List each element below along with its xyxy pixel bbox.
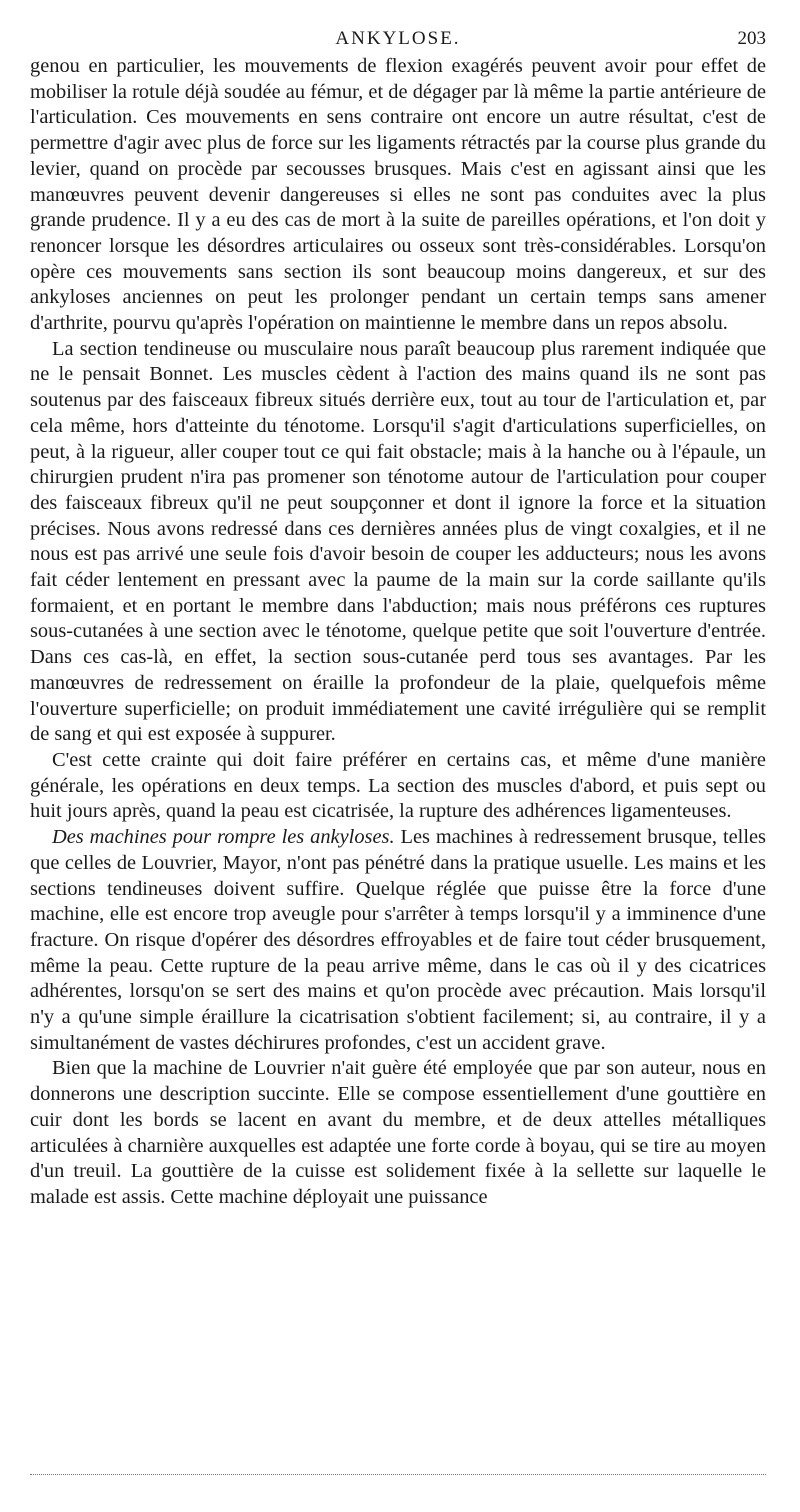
footer-rule — [30, 1474, 766, 1475]
paragraph — [30, 825, 766, 1056]
paragraph-text: Les machines à redressement brusque, telles que celles de Louvrier, Mayor, n'ont pas pénétré dans la pratique usuelle. Les mains et les sections tendineuses doivent suffire. Quelque réglée que puisse être la force d'une machine, elle est encore trop aveugle pour s'arrêter à temps lorsqu'il y a imminence d'une fracture. On risque d'opérer des désordres effroyables et de faire tout céder brusquement, même la peau. Cette rupture de la peau arrive même, dans le cas où il y des cicatrices adhérentes, lorsqu'on se sert des mains et qu'on procède avec précaution. Mais lorsqu'il n'y a qu'une simple éraillure la cicatrisation s'obtient facilement; si, au contraire, il y a simultanément de vastes déchirures profondes, c'est un accident grave. — [30, 826, 766, 1054]
running-head — [30, 28, 766, 54]
book-page — [30, 28, 766, 1211]
running-head-title: ANKYLOSE. — [335, 28, 461, 49]
body-text — [30, 54, 766, 1211]
paragraph: C'est cette crainte qui doit faire préférer en certains cas, et même d'une manière générale, les opérations en deux temps. La section des muscles d'abord, et puis sept ou huit jours après, quand la peau est cicatrisée, la rupture des adhérences ligamenteuses. — [30, 748, 766, 823]
paragraph: La section tendineuse ou musculaire nous paraît beaucoup plus rarement indiquée que ne le pensait Bonnet. Les muscles cèdent à l'action des mains quand ils ne sont pas soutenus par des faisceaux fibreux situés derrière eux, tout au tour de l'articulation et, par cela même, hors d'atteinte du ténotome. Lorsqu'il s'agit d'articulations superficielles, on peut, à la rigueur, aller couper tout ce qui fait obstacle; mais à la hanche ou à l'épaule, un chirurgien prudent n'ira pas promener son ténotome autour de l'articulation pour couper des faisceaux fibreux qu'il ne peut soupçonner et dont il ignore la force et la situation précises. Nous avons redressé dans ces dernières années plus de vingt coxalgies, et il ne nous est pas arrivé une seule fois d'avoir besoin de couper les adducteurs; nous les avons fait céder lentement en pressant avec la paume de la main sur la corde saillante qu'ils formaient, et en portant le membre dans l'abduction; mais nous préférons ces ruptures sous-cutanées à une section avec le ténotome, quelque petite que soit l'ouverture d'entrée. Dans ces cas-là, en effet, la section sous-cutanée perd tous ses avantages. Par les manœuvres de redressement on éraille la profondeur de la plaie, quelquefois même l'ouverture superficielle; on produit immédiatement une cavité irrégulière qui se remplit de sang et qui est exposée à suppurer. — [30, 337, 766, 746]
paragraph: genou en particulier, les mouvements de flexion exagérés peuvent avoir pour effet de mobiliser la rotule déjà soudée au fémur, et de dégager par là même la partie antérieure de l'articulation. Ces mouvements en sens contraire ont encore un autre résultat, c'est de permettre d'agir avec plus de force sur les ligaments rétractés par la course plus grande du levier, quand on procède par secousses brusques. Mais c'est en agissant ainsi que les manœuvres peuvent devenir dangereuses si elles ne sont pas conduites avec la plus grande prudence. Il y a eu des cas de mort à la suite de pareilles opérations, et l'on doit y renoncer lorsque les désordres articulaires ou osseux sont très-considérables. Lorsqu'on opère ces mouvements sans section ils sont beaucoup moins dangereux, et sur des ankyloses anciennes on peut les prolonger pendant un certain temps sans amener d'arthrite, pourvu qu'après l'opération on maintienne le membre dans un repos absolu. — [30, 55, 766, 335]
section-heading-inline: Des machines pour rompre les ankyloses. — [52, 826, 395, 849]
paragraph: Bien que la machine de Louvrier n'ait guère été employée que par son auteur, nous en donnerons une description succinte. Elle se compose essentiellement d'une gouttière en cuir dont les bords se lacent en avant du membre, et de deux attelles métalliques articulées à charnière auxquelles est adaptée une forte corde à boyau, qui se tire au moyen d'un treuil. La gouttière de la cuisse est solidement fixée à la sellette sur laquelle le malade est assis. Cette machine déployait une puissance — [30, 1057, 766, 1208]
page-number: 203 — [737, 28, 766, 49]
